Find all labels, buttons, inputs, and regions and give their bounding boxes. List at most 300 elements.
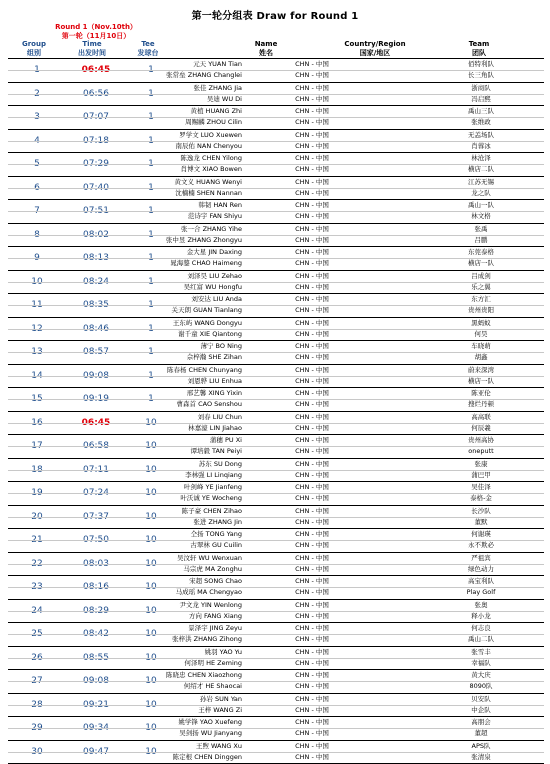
player-country: CHN - 中国: [256, 623, 368, 634]
player-team: 何志良: [408, 623, 550, 634]
player-team: 肖蓉冰: [408, 141, 550, 152]
tee-time: 08:55: [58, 647, 134, 670]
player-team: 东莞泰格: [408, 247, 550, 258]
group-number: 24: [8, 600, 66, 623]
tee-time: 07:37: [58, 506, 134, 529]
tee-number: 1: [130, 294, 172, 317]
player-name: 刘泽昊 LIU Zehao: [188, 271, 242, 282]
player-country: CHN - 中国: [256, 294, 368, 305]
player-name: 谭培毅 TAN Peiyi: [190, 446, 242, 457]
group-number: 6: [8, 177, 66, 200]
player-team: 张康: [408, 459, 550, 470]
tee-number: 10: [130, 694, 172, 717]
player-country: CHN - 中国: [256, 376, 368, 387]
group-row: [8, 600, 544, 624]
tee-number: 10: [130, 435, 172, 458]
tee-time: 08:02: [58, 224, 134, 247]
tee-number: 10: [130, 412, 172, 435]
player-team: 张维政: [408, 117, 550, 128]
player-team: 龙之队: [408, 188, 550, 199]
player-country: CHN - 中国: [256, 94, 368, 105]
player-team: 横店一队: [408, 258, 550, 269]
player-name: 谢千童 XIE Qiantong: [178, 329, 242, 340]
player-name: 南辰佑 NAN Chenyou: [175, 141, 242, 152]
player-team: 横店二队: [408, 164, 550, 175]
player-country: CHN - 中国: [256, 423, 368, 434]
player-country: CHN - 中国: [256, 540, 368, 551]
player-name: 黄文义 HUANG Wenyi: [175, 177, 242, 188]
group-number: 29: [8, 717, 66, 740]
player-name: 张进 ZHANG Jin: [193, 517, 242, 528]
group-row: [8, 318, 544, 342]
group-number: 5: [8, 153, 66, 176]
tee-time: 08:46: [58, 318, 134, 341]
tee-number: 10: [130, 506, 172, 529]
group-number: 7: [8, 200, 66, 223]
tee-number: 1: [130, 247, 172, 270]
player-country: CHN - 中国: [256, 564, 368, 575]
player-country: CHN - 中国: [256, 130, 368, 141]
player-country: CHN - 中国: [256, 741, 368, 752]
player-country: CHN - 中国: [256, 493, 368, 504]
tee-time: 06:45: [58, 412, 134, 435]
tee-number: 10: [130, 623, 172, 646]
tee-time: 09:08: [58, 670, 134, 693]
player-team: 吕鹏: [408, 235, 550, 246]
group-row: [8, 365, 544, 389]
player-team: 长沙队: [408, 506, 550, 517]
player-row: [8, 399, 544, 410]
player-team: 黄大庆: [408, 670, 550, 681]
player-team: 禹山二队: [408, 634, 550, 645]
player-team: 泰格-金: [408, 493, 550, 504]
player-name: 景泽宇 JING Zeyu: [188, 623, 242, 634]
group-number: 12: [8, 318, 66, 341]
player-row: [8, 282, 544, 293]
player-name: 张梓洪 ZHANG Zihong: [172, 634, 242, 645]
group-row: [8, 670, 544, 694]
player-team: 张禹: [408, 224, 550, 235]
player-name: 王梓 WANG Zi: [198, 705, 242, 716]
player-name: 邢艺馨 XING Yixin: [187, 388, 242, 399]
player-row: [8, 634, 544, 645]
tee-number: 10: [130, 482, 172, 505]
tee-time: 07:51: [58, 200, 134, 223]
tee-number: 1: [130, 177, 172, 200]
player-country: CHN - 中国: [256, 141, 368, 152]
player-country: CHN - 中国: [256, 670, 368, 681]
player-country: CHN - 中国: [256, 271, 368, 282]
player-row: [8, 587, 544, 598]
tee-time: 06:58: [58, 435, 134, 458]
player-name: 韩韧 HAN Ren: [198, 200, 242, 211]
player-country: CHN - 中国: [256, 329, 368, 340]
player-name: 叶沃诚 YE Wocheng: [180, 493, 242, 504]
player-name: 黄植 HUANG Zhi: [190, 106, 242, 117]
player-name: 张常垒 ZHANG Changlei: [166, 70, 242, 81]
player-country: CHN - 中国: [256, 647, 368, 658]
group-row: [8, 412, 544, 436]
tee-number: 10: [130, 529, 172, 552]
player-country: CHN - 中国: [256, 694, 368, 705]
header-time: Time 出发时间: [68, 40, 116, 57]
player-team: 无恙场队: [408, 130, 550, 141]
player-team: 董超: [408, 728, 550, 739]
group-number: 10: [8, 271, 66, 294]
player-row: [8, 705, 544, 716]
tee-time: 07:24: [58, 482, 134, 505]
group-number: 18: [8, 459, 66, 482]
group-row: [8, 529, 544, 553]
group-number: 14: [8, 365, 66, 388]
player-name: 方向 FANG Xiang: [189, 611, 242, 622]
tee-number: 10: [130, 670, 172, 693]
player-country: CHN - 中国: [256, 681, 368, 692]
tee-number: 1: [130, 271, 172, 294]
player-country: CHN - 中国: [256, 717, 368, 728]
tee-number: 10: [130, 553, 172, 576]
tee-time: 06:45: [58, 59, 134, 82]
player-country: CHN - 中国: [256, 211, 368, 222]
player-team: 中企队: [408, 705, 550, 716]
player-name: 叶剑峰 YE Jianfeng: [184, 482, 242, 493]
player-name: 金大星 JIN Daxing: [187, 247, 242, 258]
player-name: 周赐麟 ZHOU Cilin: [185, 117, 242, 128]
group-row: [8, 130, 544, 154]
player-team: Play Golf: [408, 587, 550, 598]
group-row: [8, 224, 544, 248]
player-country: CHN - 中国: [256, 106, 368, 117]
player-team: 长三角队: [408, 70, 550, 81]
player-name: 刘安达 LIU Anda: [191, 294, 242, 305]
group-row: [8, 388, 544, 412]
player-name: 马宗虎 MA Zonghu: [183, 564, 242, 575]
player-row: [8, 658, 544, 669]
player-team: 冯启熙: [408, 94, 550, 105]
draw-table: [8, 59, 544, 764]
tee-number: 1: [130, 388, 172, 411]
player-name: 尹文龙 YIN Wenlong: [179, 600, 242, 611]
player-country: CHN - 中国: [256, 752, 368, 763]
player-team: 佰特利队: [408, 59, 550, 70]
player-country: CHN - 中国: [256, 70, 368, 81]
header-country: Country/Region 国家/地区: [330, 40, 420, 57]
tee-time: 08:16: [58, 576, 134, 599]
tee-number: 1: [130, 200, 172, 223]
player-team: 禹山三队: [408, 106, 550, 117]
group-row: [8, 341, 544, 365]
player-row: [8, 517, 544, 528]
player-name: 陈子豪 CHEN Zihao: [182, 506, 242, 517]
player-country: CHN - 中国: [256, 247, 368, 258]
player-name: 吴迪 WU Di: [207, 94, 242, 105]
player-name: 姚学锋 YAO Xuefeng: [178, 717, 242, 728]
player-country: CHN - 中国: [256, 83, 368, 94]
player-row: [8, 493, 544, 504]
player-name: 古翠林 GU Cuilin: [190, 540, 242, 551]
tee-time: 07:11: [58, 459, 134, 482]
player-country: CHN - 中国: [256, 117, 368, 128]
player-name: 吴红富 WU Hongfu: [184, 282, 242, 293]
group-number: 17: [8, 435, 66, 458]
player-country: CHN - 中国: [256, 728, 368, 739]
page-title: 第一轮分组表 Draw for Round 1: [0, 7, 550, 22]
player-team: 张雪丰: [408, 647, 550, 658]
tee-time: 07:29: [58, 153, 134, 176]
player-country: CHN - 中国: [256, 318, 368, 329]
player-country: CHN - 中国: [256, 177, 368, 188]
tee-time: 08:13: [58, 247, 134, 270]
group-row: [8, 741, 544, 764]
round-label: [48, 23, 144, 41]
tee-time: 08:42: [58, 623, 134, 646]
player-name: 林嘉濠 LIN Jiahao: [188, 423, 242, 434]
player-name: 宋超 SONG Chao: [189, 576, 242, 587]
player-row: [8, 305, 544, 316]
player-team: 董默: [408, 517, 550, 528]
player-team: 车晓萌: [408, 341, 550, 352]
player-row: [8, 681, 544, 692]
player-name: 马成瑶 MA Chengyao: [176, 587, 242, 598]
group-row: [8, 435, 544, 459]
player-country: CHN - 中国: [256, 235, 368, 246]
player-row: [8, 141, 544, 152]
player-name: 范诗宇 FAN Shiyu: [188, 211, 242, 222]
tee-number: 1: [130, 106, 172, 129]
player-name: 李林强 LI Linqiang: [185, 470, 242, 481]
player-name: 王东屿 WANG Dongyu: [173, 318, 242, 329]
group-number: 19: [8, 482, 66, 505]
tee-time: 07:50: [58, 529, 134, 552]
player-row: [8, 611, 544, 622]
player-row: [8, 329, 544, 340]
player-name: 孙岩 SUN Yan: [200, 694, 242, 705]
player-team: 贵州高协: [408, 435, 550, 446]
player-row: [8, 752, 544, 763]
group-row: [8, 294, 544, 318]
player-country: CHN - 中国: [256, 282, 368, 293]
player-name: 吴剑扬 WU Jianyang: [179, 728, 242, 739]
player-name: 张佳 ZHANG Jia: [193, 83, 242, 94]
group-number: 23: [8, 576, 66, 599]
player-name: 关天朗 GUAN Tianlang: [172, 305, 242, 316]
player-team: 张奥: [408, 600, 550, 611]
tee-number: 1: [130, 153, 172, 176]
player-team: 绿色动力: [408, 564, 550, 575]
player-country: CHN - 中国: [256, 576, 368, 587]
player-name: 何绍才 HE Shaocai: [184, 681, 242, 692]
player-name: 陈定根 CHEN Dinggen: [173, 752, 242, 763]
player-name: 元天 YUAN Tian: [193, 59, 242, 70]
player-team: 林沧泽: [408, 153, 550, 164]
player-country: CHN - 中国: [256, 258, 368, 269]
tee-number: 10: [130, 741, 172, 764]
player-team: 幸福队: [408, 658, 550, 669]
tee-time: 08:03: [58, 553, 134, 576]
player-team: 严祖宾: [408, 553, 550, 564]
tee-number: 1: [130, 318, 172, 341]
player-name: 蒲穗 PU Xi: [210, 435, 242, 446]
tee-number: 1: [130, 365, 172, 388]
player-team: 横店一队: [408, 376, 550, 387]
player-name: 晁海鏊 CHAO Haimeng: [170, 258, 242, 269]
player-row: [8, 235, 544, 246]
group-number: 21: [8, 529, 66, 552]
player-team: 高宝利队: [408, 576, 550, 587]
player-team: 8090队: [408, 681, 550, 692]
player-team: 江苏无锡: [408, 177, 550, 188]
player-team: 吕成剑: [408, 271, 550, 282]
group-row: [8, 576, 544, 600]
tee-number: 1: [130, 83, 172, 106]
player-team: 释小龙: [408, 611, 550, 622]
player-name: 薄宁 BO Ning: [200, 341, 242, 352]
group-number: 2: [8, 83, 66, 106]
group-number: 20: [8, 506, 66, 529]
player-country: CHN - 中国: [256, 365, 368, 376]
group-row: [8, 83, 544, 107]
player-team: 黑蚂蚁: [408, 318, 550, 329]
player-team: 何辰羲: [408, 423, 550, 434]
player-country: CHN - 中国: [256, 412, 368, 423]
tee-number: 1: [130, 130, 172, 153]
player-name: 张中昱 ZHANG Zhongyu: [166, 235, 242, 246]
player-team: 搜烂丹顿: [408, 399, 550, 410]
tee-number: 10: [130, 459, 172, 482]
player-name: 吴汶轩 WU Wenxuan: [177, 553, 242, 564]
group-row: [8, 717, 544, 741]
player-country: CHN - 中国: [256, 352, 368, 363]
player-row: [8, 258, 544, 269]
player-team: 林文格: [408, 211, 550, 222]
player-team: 高高联: [408, 412, 550, 423]
player-country: CHN - 中国: [256, 611, 368, 622]
group-row: [8, 553, 544, 577]
group-number: 15: [8, 388, 66, 411]
round-label-en: Round 1（Nov.10th）: [48, 23, 144, 32]
player-team: 吴佳泽: [408, 482, 550, 493]
group-number: 13: [8, 341, 66, 364]
player-row: [8, 446, 544, 457]
group-row: [8, 482, 544, 506]
player-country: CHN - 中国: [256, 658, 368, 669]
tee-time: 09:21: [58, 694, 134, 717]
player-row: [8, 352, 544, 363]
header-tee: Tee 发球台: [126, 40, 170, 57]
tee-number: 1: [130, 341, 172, 364]
player-name: 曹森首 CAO Senshou: [177, 399, 242, 410]
player-country: CHN - 中国: [256, 305, 368, 316]
player-row: [8, 540, 544, 551]
player-row: [8, 564, 544, 575]
group-number: 27: [8, 670, 66, 693]
player-country: CHN - 中国: [256, 224, 368, 235]
player-team: 胡鑫: [408, 352, 550, 363]
group-row: [8, 177, 544, 201]
tee-number: 10: [130, 576, 172, 599]
player-name: 何泽明 HE Zeming: [185, 658, 242, 669]
player-team: 高朋会: [408, 717, 550, 728]
group-number: 3: [8, 106, 66, 129]
player-team: 贝安队: [408, 694, 550, 705]
player-row: [8, 188, 544, 199]
player-name: 刘恩骅 LIU Enhua: [188, 376, 242, 387]
player-team: 永不欺必: [408, 540, 550, 551]
player-country: CHN - 中国: [256, 600, 368, 611]
group-row: [8, 506, 544, 530]
tee-number: 1: [130, 59, 172, 82]
player-row: [8, 164, 544, 175]
player-country: CHN - 中国: [256, 188, 368, 199]
tee-time: 07:07: [58, 106, 134, 129]
group-row: [8, 271, 544, 295]
player-country: CHN - 中国: [256, 705, 368, 716]
group-number: 11: [8, 294, 66, 317]
player-country: CHN - 中国: [256, 399, 368, 410]
player-country: CHN - 中国: [256, 341, 368, 352]
player-name: 陈春杨 CHEN Chunyang: [167, 365, 242, 376]
group-row: [8, 247, 544, 271]
player-team: 东方汇: [408, 294, 550, 305]
player-country: CHN - 中国: [256, 59, 368, 70]
player-country: CHN - 中国: [256, 517, 368, 528]
tee-number: 1: [130, 224, 172, 247]
player-country: CHN - 中国: [256, 459, 368, 470]
group-number: 16: [8, 412, 66, 435]
tee-number: 10: [130, 647, 172, 670]
group-number: 25: [8, 623, 66, 646]
player-name: 刘春 LIU Chun: [198, 412, 242, 423]
player-row: [8, 94, 544, 105]
player-country: CHN - 中国: [256, 435, 368, 446]
tee-number: 10: [130, 717, 172, 740]
player-team: 张清泉: [408, 752, 550, 763]
player-country: CHN - 中国: [256, 529, 368, 540]
player-country: CHN - 中国: [256, 153, 368, 164]
group-number: 26: [8, 647, 66, 670]
player-country: CHN - 中国: [256, 482, 368, 493]
tee-time: 08:24: [58, 271, 134, 294]
group-number: 9: [8, 247, 66, 270]
tee-time: 08:35: [58, 294, 134, 317]
player-team: 禹山一队: [408, 200, 550, 211]
group-row: [8, 200, 544, 224]
player-country: CHN - 中国: [256, 634, 368, 645]
player-name: 罗学文 LUO Xuewen: [179, 130, 242, 141]
player-name: 沈楠楠 SHEN Nannan: [175, 188, 242, 199]
player-team: 蒲巴甲: [408, 470, 550, 481]
tee-time: 09:19: [58, 388, 134, 411]
header-team: Team 团队: [444, 40, 514, 57]
player-country: CHN - 中国: [256, 446, 368, 457]
player-country: CHN - 中国: [256, 506, 368, 517]
player-name: 陈逸龙 CHEN Yilong: [180, 153, 242, 164]
player-team: 浙商队: [408, 83, 550, 94]
player-country: CHN - 中国: [256, 587, 368, 598]
player-row: [8, 728, 544, 739]
group-number: 28: [8, 694, 66, 717]
player-country: CHN - 中国: [256, 164, 368, 175]
group-number: 22: [8, 553, 66, 576]
tee-time: 07:40: [58, 177, 134, 200]
player-name: 肖博文 XIAO Bowen: [181, 164, 242, 175]
group-row: [8, 153, 544, 177]
player-row: [8, 117, 544, 128]
group-number: 4: [8, 130, 66, 153]
player-name: 王煦 WANG Xu: [196, 741, 242, 752]
group-number: 8: [8, 224, 66, 247]
group-number: 1: [8, 59, 66, 82]
